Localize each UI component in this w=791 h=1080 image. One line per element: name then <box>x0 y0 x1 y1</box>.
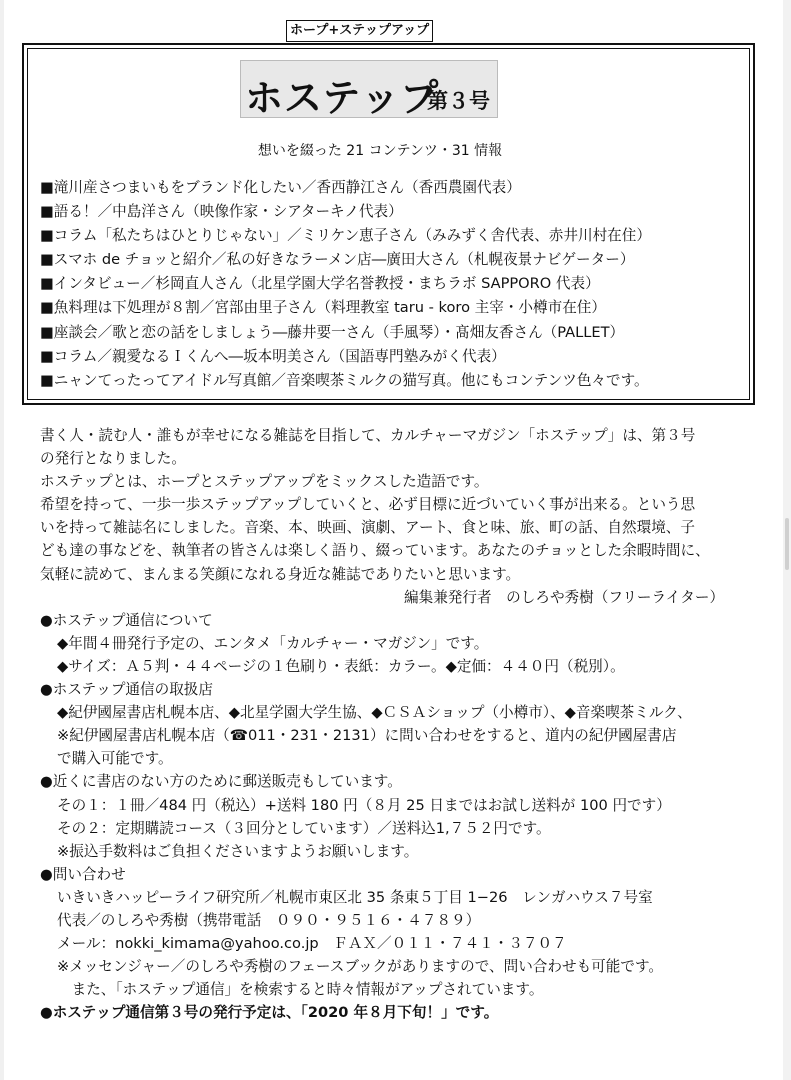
contact-line: メール：nokki_kimama@yahoo.co.jp ＦＡＸ／０１１・７４１・３７０７ <box>57 935 567 953</box>
intro-line: ホステップとは、ホープとステップアップをミックスした造語です。 <box>40 473 489 491</box>
intro-line: 書く人・読む人・誰もが幸せになる雑誌を目指して、カルチャーマガジン「ホステップ」は、第３号 <box>40 427 696 444</box>
magazine-title: ホステップ <box>245 76 440 120</box>
stores-line: ※紀伊國屋書店札幌本店（☎011・231・2131）に問い合わせをすると、道内の紀伊國屋書店 <box>57 727 677 745</box>
scrollbar-thumb[interactable] <box>785 518 789 570</box>
contents-item: ■ニャンてったってアイドル写真館／音楽喫茶ミルクの猫写真。他にもコンテンツ色々です。 <box>40 371 649 389</box>
contact-line: また、「ホステップ通信」を検索すると時々情報がアップされています。 <box>57 981 544 999</box>
intro-line: ども達の事などを、執筆者の皆さんは楽しく語り、綴っています。あなたのチョッとした余暇時間に、 <box>40 542 710 560</box>
contents-item: ■座談会／歌と恋の話をしましょう―藤井要一さん（手風琴）・髙畑友香さん（PALLET） <box>40 323 625 341</box>
contents-item: ■コラム「私たちはひとりじゃない」／ミリケン恵子さん（みみずく舎代表、赤井川村在住） <box>40 227 651 245</box>
stores-line: で購入可能です。 <box>57 750 173 768</box>
intro-line: 気軽に読めて、まんまる笑顔になれる身近な雑誌でありたいと思います。 <box>40 565 521 583</box>
about-line: ◆サイズ：Ａ５判・４４ページの１色刷り・表紙：カラー。◆定価：４４０円（税別）。 <box>57 657 625 675</box>
header-label: ホープ+ステップアップ <box>286 20 433 42</box>
contact-line: 代表／のしろや秀樹（携帯電話 ０９０・９５１６・４７８９） <box>57 911 481 929</box>
intro-line: 希望を持って、一歩一歩ステップアップしていくと、必ず目標に近づいていく事が出来る。という思 <box>40 496 696 514</box>
mail-order-line: ※振込手数料はご負担くださいますようお願いします。 <box>57 842 419 860</box>
page-edge-left <box>0 0 4 1080</box>
contents-item: ■魚料理は下処理が８割／宮部由里子さん（料理教室 taru - koro 主宰・小樽市在住） <box>40 299 606 317</box>
stores-line: ◆紀伊國屋書店札幌本店、◆北星学園大学生協、◆ＣＳＡショップ（小樽市）、◆音楽喫茶ミルク、 <box>57 704 692 722</box>
contents-item: ■スマホ de チョッと紹介／私の好きなラーメン店―廣田大さん（札幌夜景ナビゲーター） <box>40 251 635 269</box>
section-heading-stores: ●ホステップ通信の取扱店 <box>40 681 213 699</box>
contents-item: ■語る！／中島洋さん（映像作家・シアターキノ代表） <box>40 203 403 221</box>
section-heading-contact: ●問い合わせ <box>40 865 126 883</box>
intro-line: の発行となりました。 <box>40 450 186 468</box>
contact-line: ※メッセンジャー／のしろや秀樹のフェースブックがありますので、問い合わせも可能です。 <box>57 958 663 976</box>
about-line: ◆年間４冊発行予定の、エンタメ「カルチャー・マガジン」です。 <box>57 634 489 652</box>
magazine-title-box <box>240 60 498 118</box>
contents-list <box>40 176 651 393</box>
body-text <box>40 424 760 1024</box>
contents-item: ■インタビュー／杉岡直人さん（北星学園大学名誉教授・まちラボ SAPPORO 代表） <box>40 275 600 293</box>
editor-signature: 編集兼発行者 のしろや秀樹（フリーライター） <box>404 588 725 606</box>
mail-order-line: その１：１冊／484 円（税込）+送料 180 円（８月 25 日まではお試し送料が 100 円です） <box>57 796 671 814</box>
contents-subtitle: 想いを綴った 21 コンテンツ・31 情報 <box>257 143 503 159</box>
mail-order-line: その２：定期購読コース（３回分としています）／送料込1,７５２円です。 <box>57 819 551 837</box>
contact-line: いきいきハッピーライフ研究所／札幌市東区北 35 条東５丁目 1−26 レンガハウス７号室 <box>57 888 653 906</box>
contents-item: ■コラム／親愛なるＩくんへ―坂本明美さん（国語専門塾みがく代表） <box>40 347 506 365</box>
intro-line: いを持って雑誌名にしました。音楽、本、映画、演劇、アート、食と味、旅、町の話、自然環境、子 <box>40 519 695 537</box>
issue-number: 第３号 <box>427 89 490 113</box>
final-note: ●ホステップ通信第３号の発行予定は、「2020 年８月下旬！」です。 <box>40 1004 499 1022</box>
section-heading-mail-order: ●近くに書店のない方のために郵送販売もしています。 <box>40 773 402 791</box>
section-heading-about: ●ホステップ通信について <box>40 611 213 629</box>
contents-item: ■滝川産さつまいもをブランド化したい／香西静江さん（香西農園代表） <box>40 179 521 196</box>
